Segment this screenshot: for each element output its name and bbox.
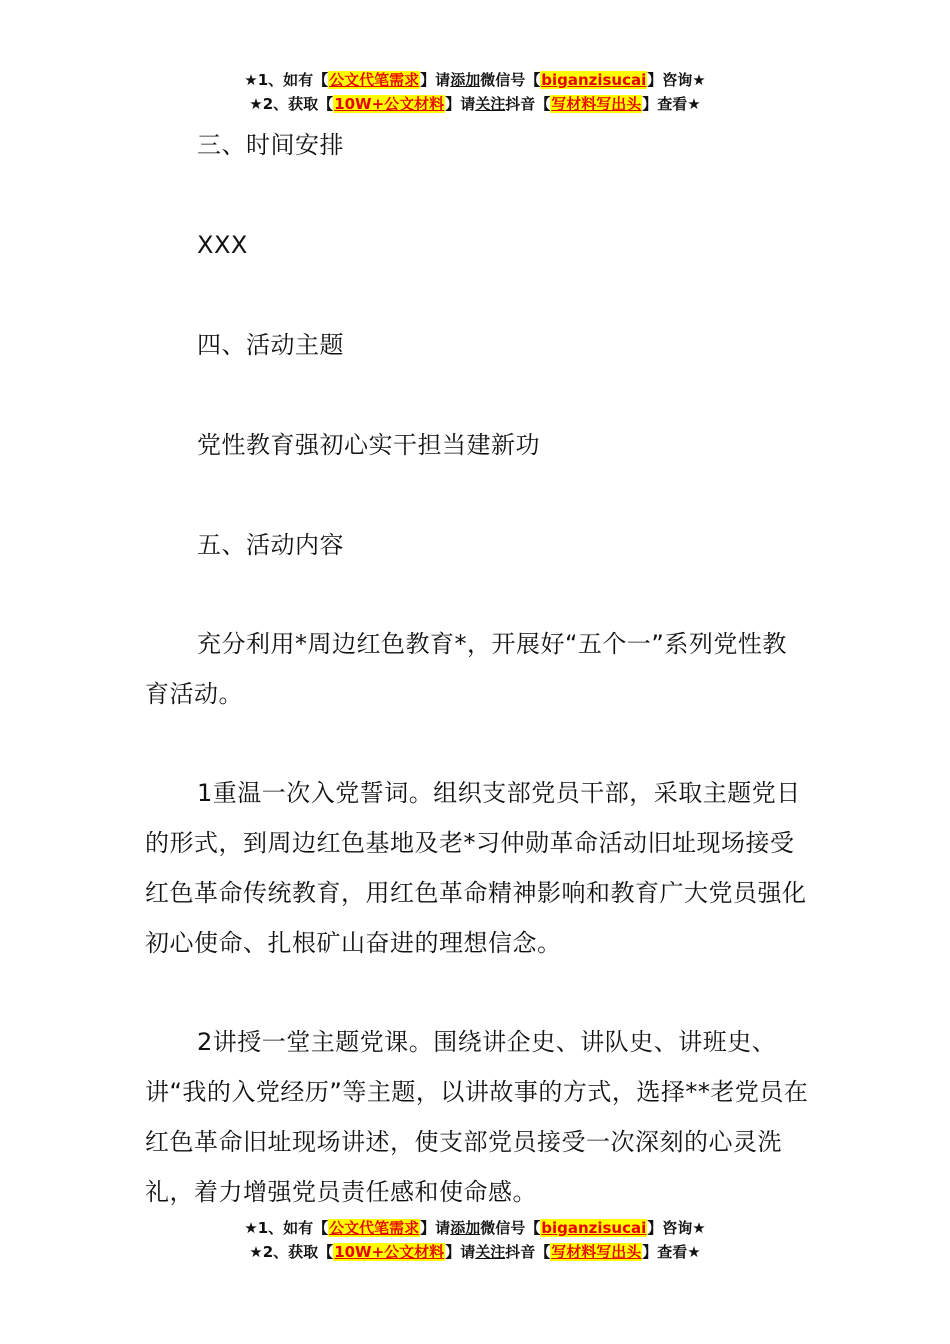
promo-text: 】请 [420, 71, 451, 89]
time-value: XXX [197, 231, 248, 259]
promo-line-2 [0, 92, 950, 116]
promo-prefix: ★2、获取【 [249, 1243, 334, 1261]
content-item-1-paragraph: 1重温一次入党誓词。组织支部党员干部，采取主题党日的形式，到周边红色基地及老*习仲勋革命活动旧址现场接受红色革命传统教育，用红色革命精神影响和教育广大党员强化初心使命、扎根矿山奋进的理想信念。 [145, 779, 807, 957]
promo-suffix: 】查看★ [642, 1243, 701, 1261]
promo-highlight: 公文代笔需求 [329, 1219, 420, 1237]
promo-douyin-id: 写材料写出头 [551, 1243, 642, 1261]
promo-text: 微信号【 [480, 71, 541, 89]
promo-emphasis: 添加 [450, 71, 481, 89]
promo-emphasis: 添加 [450, 1219, 481, 1237]
promo-banner-bottom [0, 1216, 950, 1264]
promo-suffix: 】咨询★ [647, 71, 706, 89]
promo-emphasis: 关注 [475, 95, 506, 113]
content-intro-paragraph: 充分利用*周边红色教育*，开展好“五个一”系列党性教育活动。 [145, 630, 787, 708]
promo-highlight: 公文代笔需求 [329, 71, 420, 89]
promo-text: 】请 [445, 95, 476, 113]
promo-highlight: 10W+公文材料 [334, 1243, 445, 1261]
promo-highlight: 10W+公文材料 [334, 95, 445, 113]
promo-suffix: 】查看★ [642, 95, 701, 113]
promo-wechat-id: biganzisucai [541, 1219, 647, 1237]
promo-emphasis: 关注 [475, 1243, 506, 1261]
promo-banner-top [0, 68, 950, 116]
promo-line-1 [0, 1216, 950, 1240]
promo-prefix: ★2、获取【 [249, 95, 334, 113]
promo-text: 】请 [445, 1243, 476, 1261]
promo-text: 抖音【 [505, 1243, 551, 1261]
promo-prefix: ★1、如有【 [244, 71, 329, 89]
promo-prefix: ★1、如有【 [244, 1219, 329, 1237]
section-heading-content: 五、活动内容 [197, 531, 344, 559]
promo-wechat-id: biganzisucai [541, 71, 647, 89]
promo-text: 】请 [420, 1219, 451, 1237]
promo-text: 抖音【 [505, 95, 551, 113]
theme-text: 党性教育强初心实干担当建新功 [197, 431, 540, 459]
content-item-2-paragraph: 2讲授一堂主题党课。围绕讲企史、讲队史、讲班史、讲“我的入党经历”等主题，以讲故事的方式，选择**老党员在红色革命旧址现场讲述，使支部党员接受一次深刻的心灵洗礼，着力增强党员责任感和使命感。 [145, 1028, 809, 1206]
section-heading-time: 三、时间安排 [197, 131, 344, 159]
document-body [145, 120, 810, 1217]
promo-text: 微信号【 [480, 1219, 541, 1237]
section-heading-theme: 四、活动主题 [197, 331, 344, 359]
promo-suffix: 】咨询★ [647, 1219, 706, 1237]
promo-douyin-id: 写材料写出头 [551, 95, 642, 113]
promo-line-2 [0, 1240, 950, 1264]
promo-line-1 [0, 68, 950, 92]
